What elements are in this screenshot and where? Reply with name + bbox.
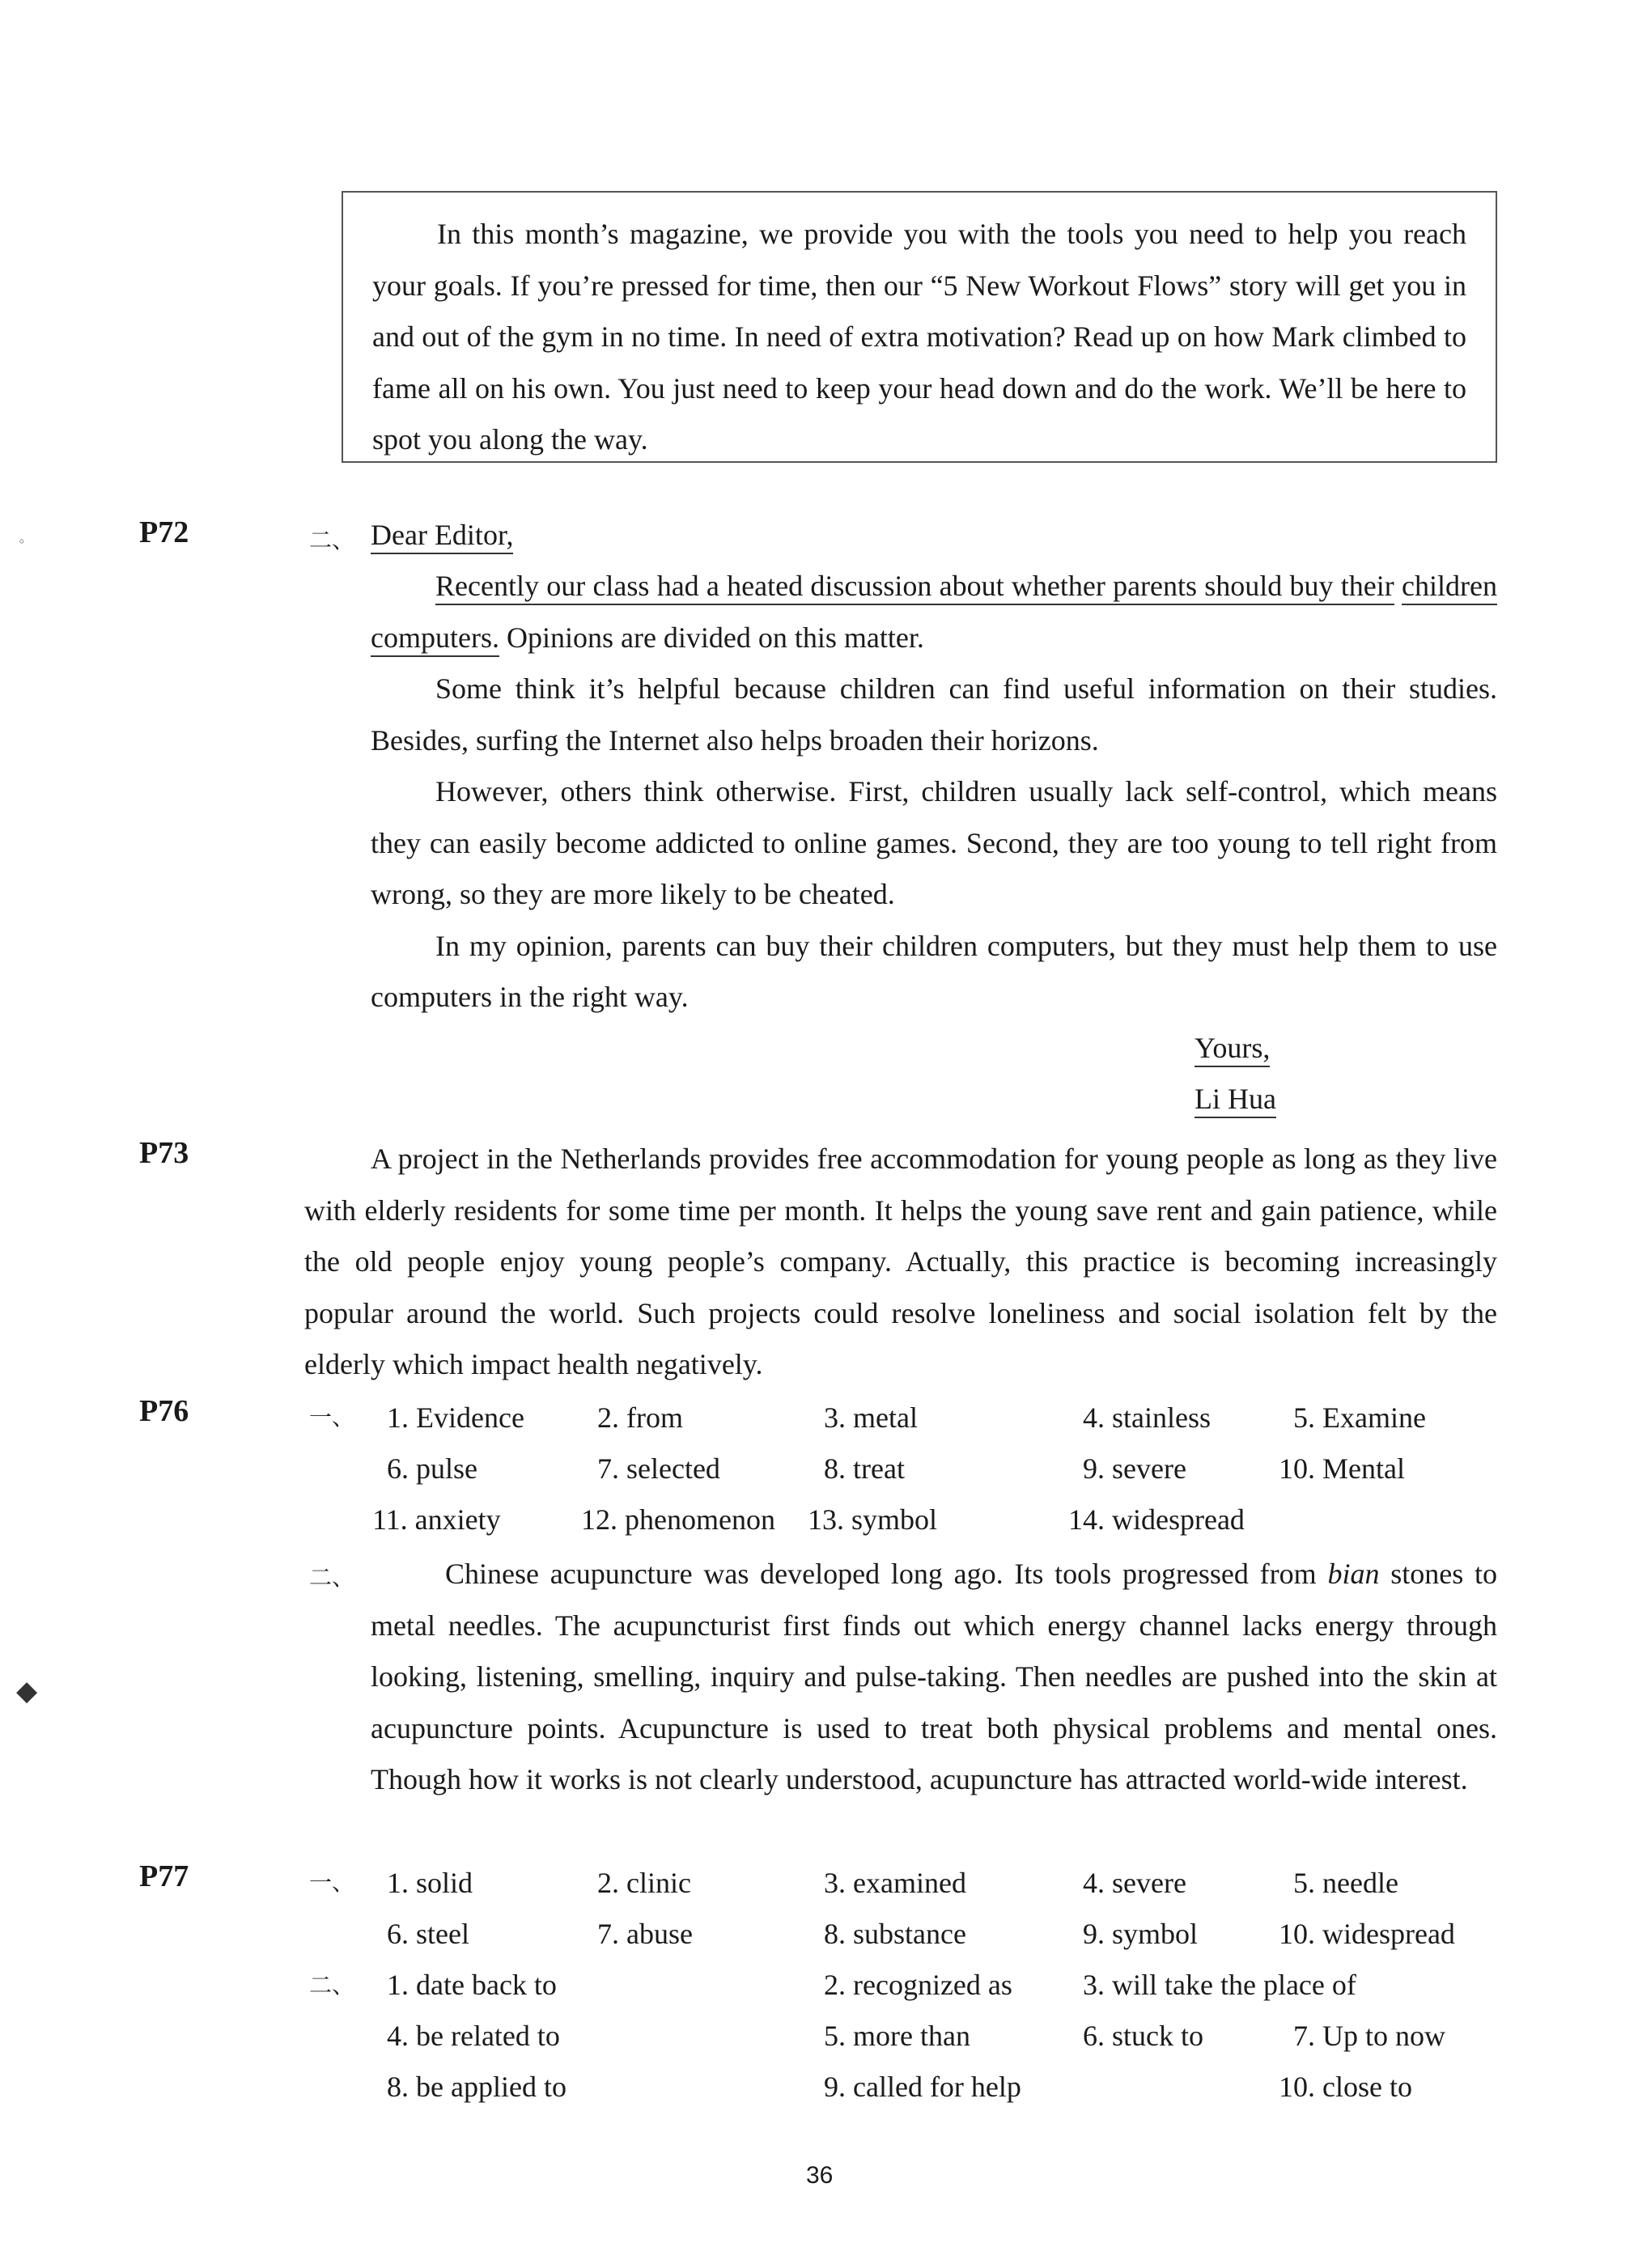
answer-item: 7. selected: [597, 1452, 720, 1485]
answer-item: 1. Evidence: [387, 1401, 524, 1434]
underlined-sentence: Recently our class had a heated discussion about whether parents should buy their: [435, 570, 1394, 605]
answer-item: 10. Mental: [1279, 1452, 1405, 1485]
answer-item: 14. widespread: [1068, 1503, 1245, 1536]
p73-text: A project in the Netherlands provides free accommodation for young people as long as they live with elderly residents for some time per month. It helps the young save rent and gain patience, while the old people enjoy young people’s company. Actually, this practice is becoming increasingly popular around the world. Such projects could resolve loneliness and social isolation felt by the elderly which impact health negatively.: [304, 1142, 1497, 1380]
answer-item: 5. needle: [1293, 1867, 1398, 1899]
acupuncture-summary-text: Chinese acupuncture was developed long ago. Its tools progressed from bian stones to metal needles. The acupuncturist first finds out which energy channel lacks energy through looking, listening, smelling, inquiry and pulse-taking. Then needles are pushed into the skin at acupuncture points. Acupuncture is used to treat both physical problems and mental ones. Though how it works is not clearly understood, acupuncture has attracted world-wide interest.: [371, 1558, 1497, 1795]
answer-item: 4. stainless: [1083, 1401, 1211, 1434]
letter-body: [371, 561, 1497, 1024]
answer-item: 6. steel: [387, 1918, 469, 1950]
answer-item: 7. abuse: [597, 1918, 693, 1950]
answer-item: 1. solid: [387, 1867, 473, 1899]
boxed-passage-text: In this month’s magazine, we provide you with the tools you need to help you reach your goals. If you’re pressed for time, then our “5 New Workout Flows” story will get you in and out of the gym in no time. In need of extra motivation? Read up on how Mark climbed to fame all on his own. You just need to keep your head down and do the work. We’ll be here to spot you along the way.: [372, 218, 1466, 456]
letter-paragraph-3: However, others think otherwise. First, children usually lack self-control, which means they can easily become addicted to online games. Second, they are too young to tell right from wrong, so they are more likely to be cheated.: [371, 775, 1497, 910]
letter-salutation: Dear Editor,: [371, 510, 513, 562]
section-marker: 一、: [309, 1869, 355, 1896]
letter-signature: Li Hua: [1195, 1074, 1276, 1126]
section-marker: 二、: [309, 1564, 355, 1591]
answer-item: 4. severe: [1083, 1867, 1186, 1899]
answer-item: 2. clinic: [597, 1867, 691, 1899]
section-label-p72: P72: [139, 515, 189, 549]
letter-closing: Yours,: [1195, 1023, 1270, 1075]
letter-paragraph-2: Some think it’s helpful because children can find useful information on their studies. Besides, surfing the Internet also helps broaden their horizons.: [371, 672, 1497, 757]
answer-item: 6. pulse: [387, 1452, 477, 1485]
answer-item: 7. Up to now: [1293, 2020, 1445, 2052]
margin-mark: ◆: [16, 1675, 38, 1707]
answer-item: 8. substance: [824, 1918, 966, 1950]
answer-item: 9. called for help: [824, 2071, 1021, 2103]
letter-paragraph-4: In my opinion, parents can buy their children computers, but they must help them to use computers in the right way.: [371, 929, 1497, 1013]
answer-item: 1. date back to: [387, 1969, 557, 2001]
section-marker: 一、: [309, 1404, 355, 1431]
answer-item: 12. phenomenon: [581, 1503, 775, 1536]
answer-item: 10. widespread: [1279, 1918, 1455, 1950]
margin-mark: ◦: [18, 534, 26, 549]
answer-item: 3. examined: [824, 1867, 966, 1899]
answer-item: 5. Examine: [1293, 1401, 1426, 1434]
answer-item: 3. will take the place of: [1083, 1969, 1356, 2001]
boxed-passage: [342, 191, 1497, 463]
letter-paragraph-1: Recently our class had a heated discussion about whether parents should buy their children computers. Opinions are divided on this matter.: [371, 561, 1497, 663]
answer-item: 2. from: [597, 1401, 683, 1434]
answer-item: 8. treat: [824, 1452, 905, 1485]
answer-item: 5. more than: [824, 2020, 970, 2052]
answer-item: 4. be related to: [387, 2020, 560, 2052]
answer-item: 11. anxiety: [372, 1503, 501, 1536]
answer-item: 6. stuck to: [1083, 2020, 1203, 2052]
answer-item: 9. symbol: [1083, 1918, 1199, 1950]
answer-item: 9. severe: [1083, 1452, 1186, 1485]
answer-item: 13. symbol: [808, 1503, 938, 1536]
answer-item: 8. be applied to: [387, 2071, 567, 2103]
section-label-p77: P77: [139, 1859, 189, 1893]
acupuncture-summary: [371, 1549, 1497, 1806]
section-marker: 二、: [309, 1972, 355, 1999]
answer-item: 2. recognized as: [824, 1969, 1012, 2001]
section-marker: 二、: [309, 527, 355, 553]
answer-item: 3. metal: [824, 1401, 918, 1434]
answer-item: 10. close to: [1279, 2071, 1412, 2103]
p73-summary: [304, 1134, 1497, 1391]
section-label-p76: P76: [139, 1394, 189, 1428]
section-label-p73: P73: [139, 1136, 189, 1170]
page-number: 36: [806, 2162, 834, 2189]
